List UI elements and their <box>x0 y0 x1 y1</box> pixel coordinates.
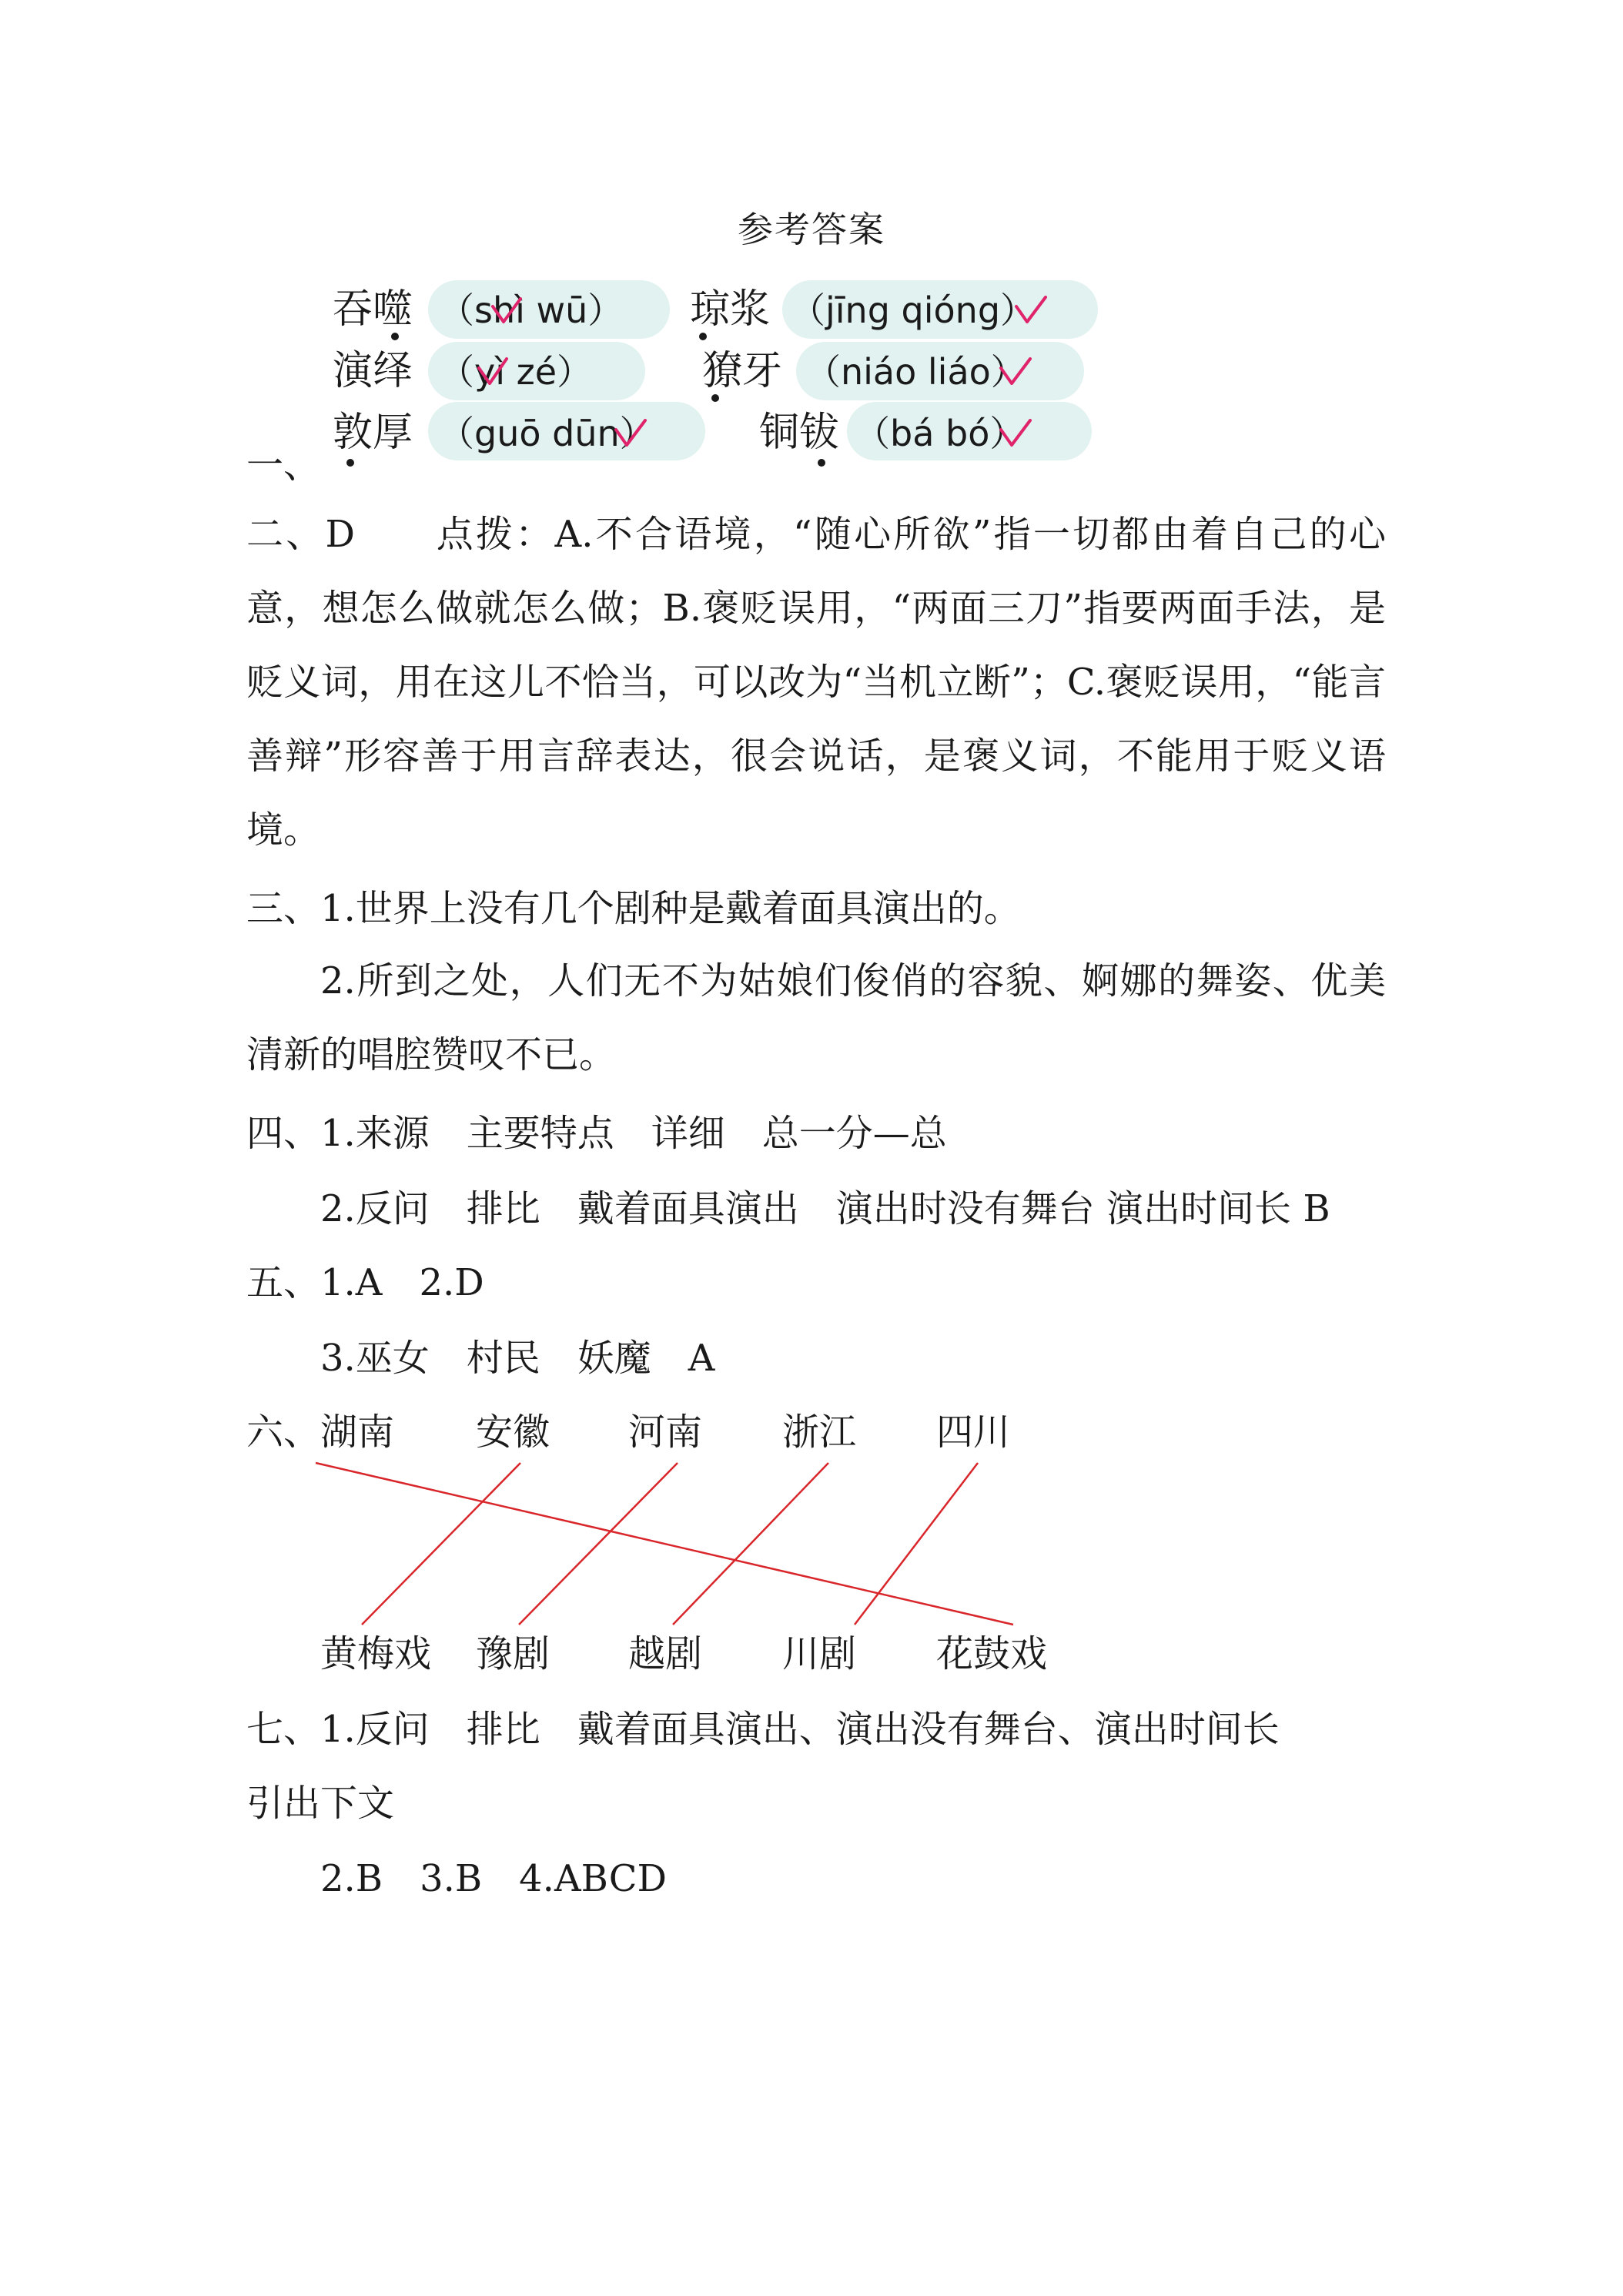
opera-4: 川剧 <box>782 1632 857 1675</box>
section-4-line-2: 2.反问 排比 戴着面具演出 演出时没有舞台 演出时间长 B <box>320 1187 1330 1230</box>
check-mark-4 <box>1001 359 1030 383</box>
page-title: 参考答案 <box>738 209 885 250</box>
match-line-4 <box>673 1463 828 1625</box>
section-3-line-1: 三、1.世界上没有几个剧种是戴着面具演出的。 <box>246 887 1021 930</box>
pinyin-3: （yì zé） <box>439 351 593 393</box>
province-5: 四川 <box>936 1411 1011 1454</box>
province-4: 浙江 <box>782 1411 857 1454</box>
word-1: 吞噬 <box>333 286 413 333</box>
section-3-line-2: 2.所到之处，人们无不为姑娘们俊俏的容貌、婀娜的舞姿、优美清新的唱腔赞叹不已。 <box>246 959 1386 1076</box>
match-line-5 <box>855 1463 978 1625</box>
word-5: 敦厚 <box>333 410 413 456</box>
word-4: 獠牙 <box>702 348 783 394</box>
pinyin-4: （niáo liáo） <box>805 351 1026 393</box>
section-7-line-3: 2.B 3.B 4.ABCD <box>320 1857 667 1900</box>
match-line-1 <box>316 1463 1013 1625</box>
check-mark-1 <box>493 299 520 322</box>
section-5-line-1: 五、1.A 2.D <box>246 1261 484 1304</box>
section-5-line-2: 3.巫女 村民 妖魔 A <box>320 1337 715 1380</box>
pinyin-6: （bá bó） <box>855 413 1026 454</box>
word-6: 铜钹 <box>759 410 840 456</box>
section-4-line-1: 四、1.来源 主要特点 详细 总一分—总 <box>246 1112 947 1155</box>
opera-3: 越剧 <box>628 1632 703 1675</box>
word-3: 演绎 <box>333 348 413 394</box>
pinyin-1: （shì wū） <box>439 290 624 331</box>
word-2: 琼浆 <box>690 286 771 333</box>
match-line-2 <box>362 1463 520 1625</box>
opera-5: 花鼓戏 <box>936 1632 1048 1675</box>
province-2: 安徽 <box>476 1411 550 1454</box>
check-mark-5 <box>616 420 645 445</box>
opera-2: 豫剧 <box>476 1632 550 1675</box>
match-line-3 <box>519 1463 678 1625</box>
check-mark-2 <box>1016 297 1046 322</box>
province-1: 湖南 <box>320 1411 395 1454</box>
check-mark-6 <box>1001 420 1030 445</box>
section-2-text: 二、D 点拨：A.不合语境，“随心所欲”指一切都由着自己的心意，想怎么做就怎么做；B.褒贬误用，“两面三刀”指要两面手法，是贬义词，用在这儿不恰当，可以改为“当机立断”；C.褒贬误用，“能言善辩”形容善于用言辞表达，很会说话，是褒义词，不能用于贬义语境。 <box>246 513 1386 852</box>
section-7-line-1: 七、1.反问 排比 戴着面具演出、演出没有舞台、演出时间长 <box>246 1708 1280 1751</box>
pinyin-5: （guō dūn） <box>439 413 655 454</box>
pinyin-2: （jīng qióng） <box>790 290 1036 331</box>
section-6-number: 六、 <box>246 1411 321 1454</box>
section-1-number: 一、 <box>246 443 321 487</box>
province-3: 河南 <box>628 1411 703 1454</box>
section-7-line-2: 引出下文 <box>246 1782 395 1825</box>
check-mark-3 <box>479 359 507 383</box>
opera-1: 黄梅戏 <box>320 1632 432 1675</box>
